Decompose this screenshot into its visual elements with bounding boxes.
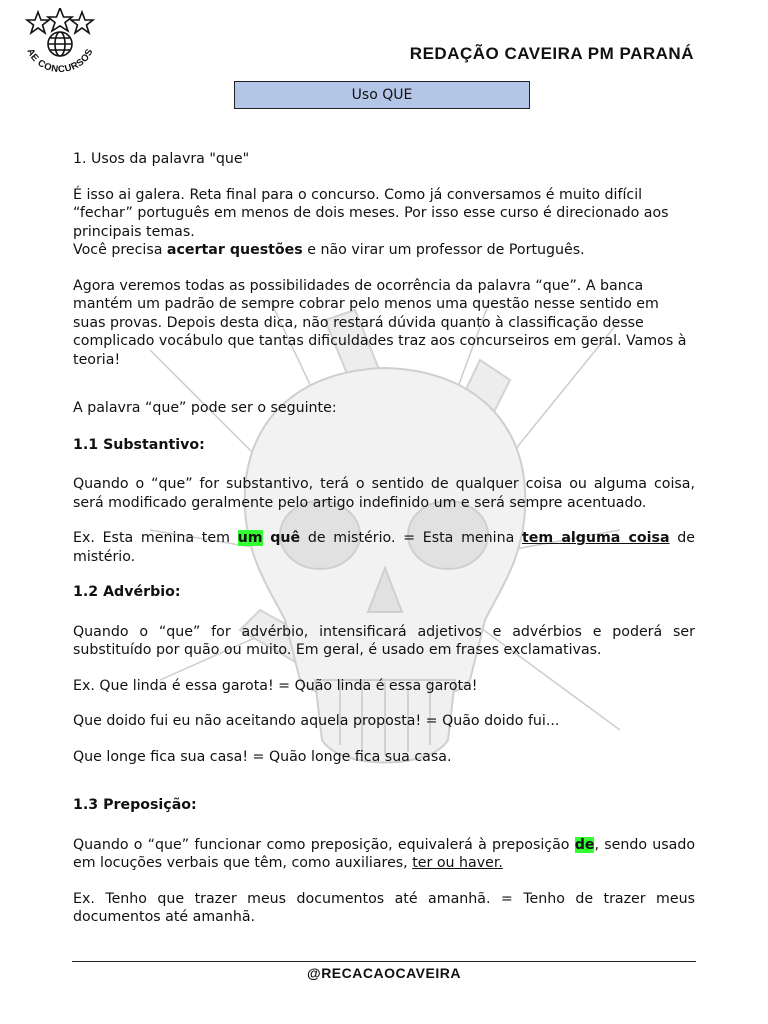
document-title: REDAÇÃO CAVEIRA PM PARANÁ	[409, 44, 694, 63]
topic-box: Uso QUE	[234, 81, 530, 109]
adverbio-example: Que longe fica sua casa! = Quão longe fica sua casa.	[73, 748, 452, 765]
adverbio-example: Ex. Que linda é essa garota! = Quão linda é essa garota!	[73, 677, 478, 694]
main-content	[73, 150, 695, 927]
logo-text: AE CONCURSOS	[24, 46, 96, 76]
section-title: 1. Usos da palavra "que"	[73, 151, 250, 167]
svg-text:AE CONCURSOS	[24, 47, 95, 75]
subsection-title-substantivo: 1.1 Substantivo:	[73, 436, 205, 453]
footer-divider	[72, 961, 696, 962]
adverbio-example: Que doido fui eu não aceitando aquela proposta! = Quão doido fui...	[73, 713, 560, 729]
star-icon	[27, 12, 49, 33]
underlined-phrase: tem alguma coisa	[521, 530, 670, 546]
underlined-phrase: ter ou haver.	[412, 855, 503, 871]
preposicao-example: Ex. Tenho que trazer meus documentos até amanhã. = Tenho de trazer meus documentos até amanhã.	[73, 890, 695, 925]
substantivo-text: Quando o “que” for substantivo, terá o sentido de qualquer coisa ou alguma coisa, será modificado geralmente pelo artigo indefinido um e será sempre acentuado.	[73, 476, 695, 511]
highlight-um: um	[237, 530, 263, 546]
substantivo-example: Ex. Esta menina tem um quê de mistério. = Esta menina tem alguma coisa de mistério.	[73, 530, 696, 565]
intro-paragraph: É isso ai galera. Reta final para o concurso. Como já conversamos é muito difícil “fechar” português em menos de dois meses. Por isso esse curso é direcionado aos principais temas. Você precisa acertar questões e não virar um professor de Português.	[73, 186, 669, 258]
lead-text: A palavra “que” pode ser o seguinte:	[73, 400, 337, 416]
preposicao-text: Quando o “que” funcionar como preposição, equivalerá à preposição de, sendo usado em locuções verbais que têm, como auxiliares, ter ou haver.	[73, 836, 696, 871]
emphasis-text: acertar questões	[166, 242, 303, 258]
footer-handle: @RECACAOCAVEIRA	[307, 965, 461, 981]
adverbio-text: Quando o “que” for advérbio, intensificará adjetivos e advérbios e poderá ser substituído por quão ou muito. Em geral, é usado em frases exclamativas.	[73, 623, 695, 658]
subsection-title-adverbio: 1.2 Advérbio:	[73, 584, 181, 600]
subsection-title-preposicao: 1.3 Preposição:	[73, 797, 197, 813]
star-icon	[71, 12, 93, 33]
highlight-de: de	[574, 836, 595, 853]
star-icon	[48, 8, 72, 31]
ae-concursos-logo	[18, 8, 102, 78]
paragraph: Agora veremos todas as possibilidades de ocorrência da palavra “que”. A banca mantém um padrão de sempre cobrar pelo menos uma questão nesse sentido em suas provas. Depois desta dica, não restará dúvida quanto à classificação desse complicado vocábulo que tantas dificuldades traz aos concurseiros em geral. Vamos à teoria!	[73, 277, 687, 368]
